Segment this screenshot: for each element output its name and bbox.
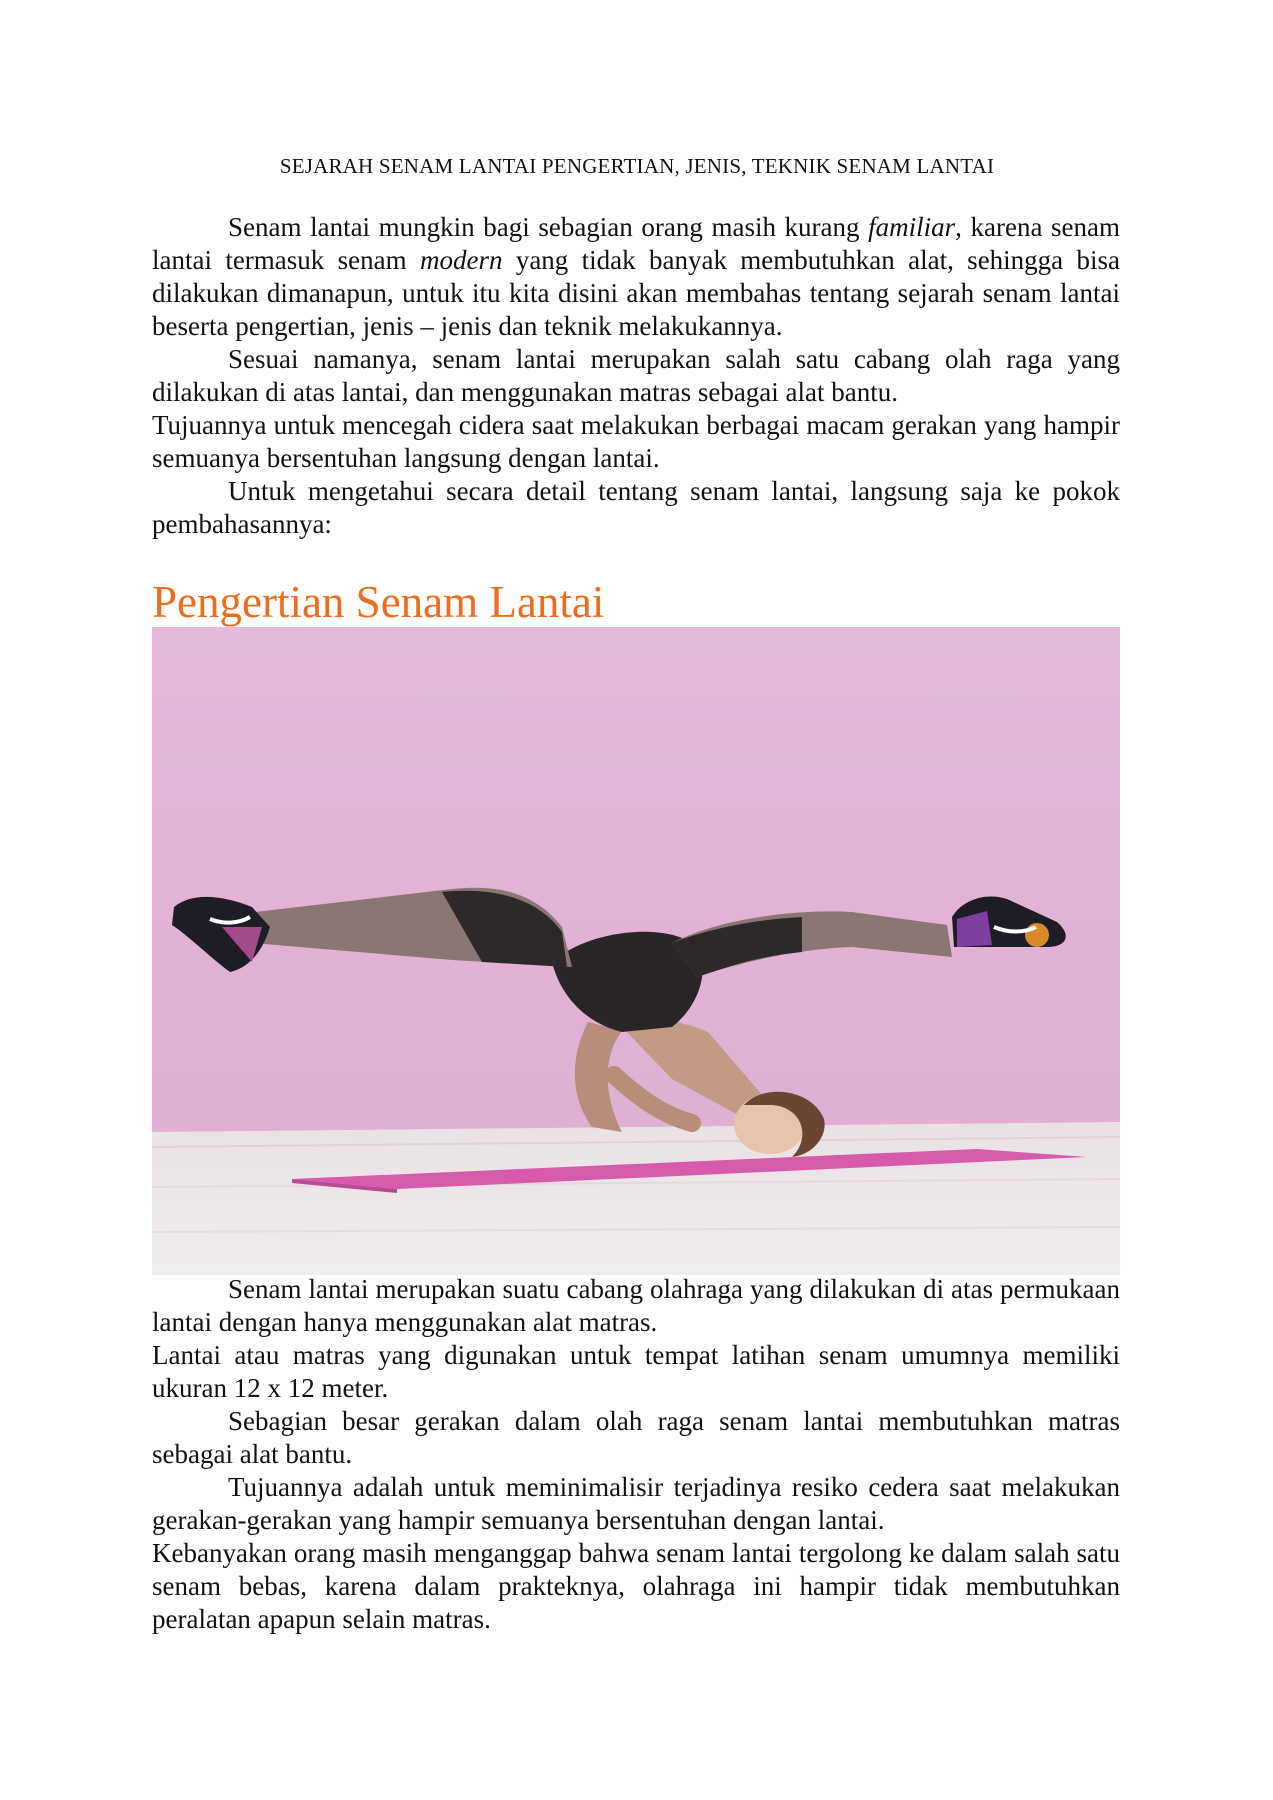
intro-section (152, 211, 1120, 541)
section-heading: Pengertian Senam Lantai (152, 577, 605, 627)
body-paragraph-3: Sebagian besar gerakan dalam olah raga senam lantai membutuhkan matras sebagai alat bantu. (152, 1406, 1120, 1469)
body-paragraph-5: Kebanyakan orang masih menganggap bahwa senam lantai tergolong ke dalam salah satu senam bebas, karena dalam prakteknya, olahraga ini hampir tidak membutuhkan peralatan apapun selain matras. (152, 1538, 1120, 1634)
body-paragraph-4: Tujuannya adalah untuk meminimalisir terjadinya resiko cedera saat melakukan gerakan-gerakan yang hampir semuanya bersentuhan dengan lantai. (152, 1472, 1120, 1535)
intro-paragraph-1: Senam lantai mungkin bagi sebagian orang masih kurang familiar, karena senam lantai termasuk senam modern yang tidak banyak membutuhkan alat, sehingga bisa dilakukan dimanapun, untuk itu kita disini akan membahas tentang sejarah senam lantai beserta pengertian, jenis – jenis dan teknik melakukannya. (152, 212, 1121, 341)
emphasis-modern: modern (419, 245, 503, 275)
gymnast-photo (152, 627, 1120, 1275)
intro-paragraph-2: Sesuai namanya, senam lantai merupakan salah satu cabang olah raga yang dilakukan di atas lantai, dan menggunakan matras sebagai alat bantu. (152, 344, 1120, 407)
document-title: SEJARAH SENAM LANTAI PENGERTIAN, JENIS, TEKNIK SENAM LANTAI (279, 154, 995, 178)
body-paragraph-2: Lantai atau matras yang digunakan untuk tempat latihan senam umumnya memiliki ukuran 12 x 12 meter. (152, 1340, 1120, 1403)
section-body (152, 1273, 1120, 1636)
emphasis-familiar: familiar (868, 212, 956, 242)
intro-paragraph-3: Tujuannya untuk mencegah cidera saat melakukan berbagai macam gerakan yang hampir semuanya bersentuhan langsung dengan lantai. (152, 410, 1120, 473)
intro-paragraph-4: Untuk mengetahui secara detail tentang senam lantai, langsung saja ke pokok pembahasannya: (152, 476, 1120, 539)
body-paragraph-1: Senam lantai merupakan suatu cabang olahraga yang dilakukan di atas permukaan lantai dengan hanya menggunakan alat matras. (152, 1274, 1120, 1337)
